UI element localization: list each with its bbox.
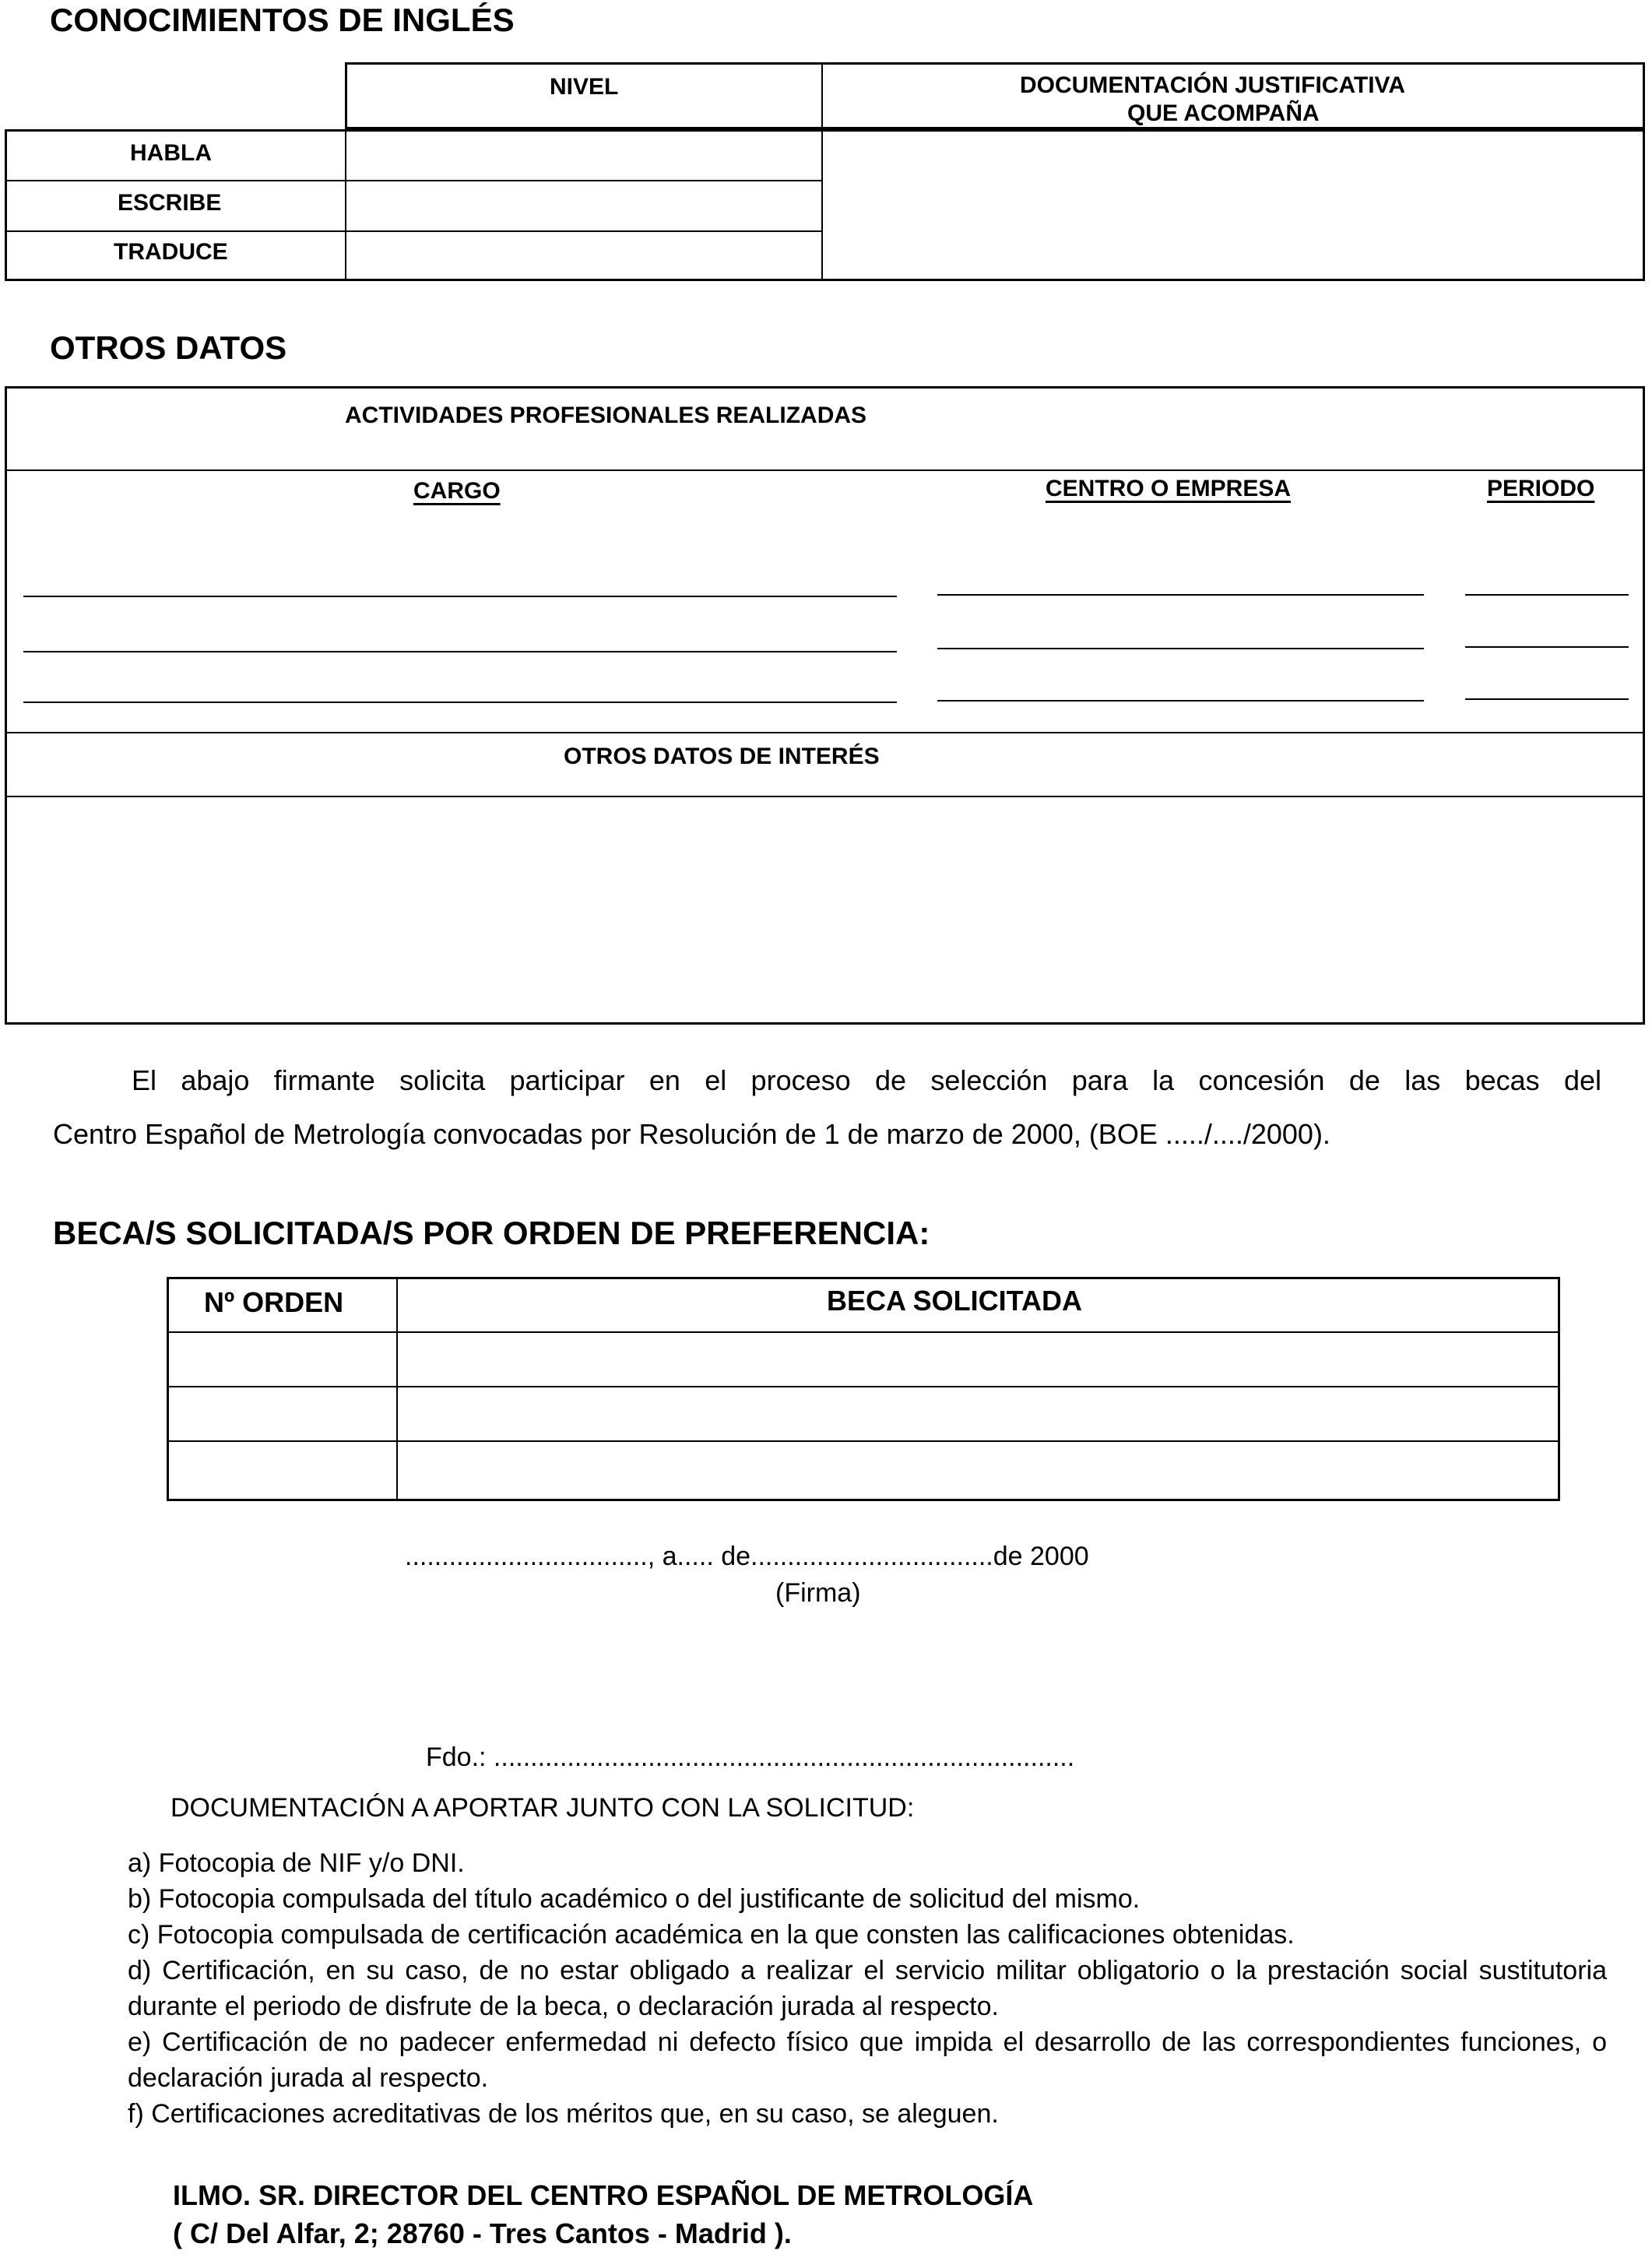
periodo-line[interactable] — [1465, 646, 1629, 648]
documentacion-field[interactable] — [824, 131, 1643, 280]
recipient-line1: ILMO. SR. DIRECTOR DEL CENTRO ESPAÑOL DE METROLOGÍA — [173, 2179, 1034, 2211]
becas-table-row-line — [167, 1440, 1560, 1442]
date-line: ................................., a..... de.................................de 2000 — [405, 1542, 1089, 1571]
docs-item-e: e) Certificación de no padecer enfermedad ni defecto físico que impida el desarrollo de las correspondientes funciones, o declaración jurada al respecto. — [128, 2027, 1607, 2093]
orden-header: Nº ORDEN — [204, 1286, 344, 1318]
documentacion-header-line2: QUE ACOMPAÑA — [1127, 100, 1320, 126]
english-table-divider — [345, 129, 346, 281]
becas-table-row-line — [167, 1331, 1560, 1333]
periodo-header: PERIODO — [1487, 476, 1595, 501]
docs-list — [128, 1845, 1607, 2132]
orden-field[interactable] — [170, 1334, 395, 1384]
fdo-line: Fdo.: ............................................................................... — [426, 1742, 1075, 1772]
centro-line[interactable] — [937, 594, 1424, 596]
becas-table-row-line — [167, 1386, 1560, 1387]
centro-line[interactable] — [937, 700, 1424, 702]
traduce-label: TRADUCE — [114, 239, 228, 265]
english-table-header-box — [345, 62, 1645, 129]
escribe-label: ESCRIBE — [118, 190, 222, 216]
docs-item-f: f) Certificaciones acreditativas de los méritos que, en su caso, se aleguen. — [128, 2099, 999, 2129]
otros-divider — [5, 732, 1645, 733]
beca-header: BECA SOLICITADA — [827, 1285, 1082, 1317]
firma-label: (Firma) — [775, 1578, 861, 1608]
otros-section-title: OTROS DATOS — [50, 329, 287, 366]
actividades-header: ACTIVIDADES PROFESIONALES REALIZADAS — [345, 403, 867, 428]
habla-label: HABLA — [130, 140, 212, 166]
becas-table-divider — [396, 1277, 398, 1501]
nivel-header: NIVEL — [550, 74, 619, 100]
cargo-line[interactable] — [23, 651, 897, 652]
recipient-line2: ( C/ Del Alfar, 2; 28760 - Tres Cantos - Madrid ). — [173, 2217, 792, 2249]
declaration-line2: Centro Español de Metrología convocadas por Resolución de 1 de marzo de 2000, (BOE ...../..../2000). — [53, 1118, 1330, 1150]
orden-field[interactable] — [170, 1443, 395, 1498]
interes-header: OTROS DATOS DE INTERÉS — [564, 744, 880, 769]
docs-item-c: c) Fotocopia compulsada de certificación académica en la que consten las calificaciones obtenidas. — [128, 1920, 1295, 1950]
beca-field[interactable] — [399, 1443, 1557, 1498]
otros-divider — [5, 796, 1645, 797]
otros-divider — [5, 469, 1645, 471]
beca-field[interactable] — [399, 1334, 1557, 1384]
english-section-title: CONOCIMIENTOS DE INGLÉS — [50, 2, 515, 38]
docs-item-a: a) Fotocopia de NIF y/o DNI. — [128, 1848, 465, 1878]
cargo-header: CARGO — [413, 478, 501, 504]
declaration-line1: El abajo firmante solicita participar en el proceso de selección para la concesión de las becas del — [132, 1064, 1601, 1096]
nivel-habla-field[interactable] — [347, 131, 821, 179]
nivel-escribe-field[interactable] — [347, 181, 821, 230]
centro-header: CENTRO O EMPRESA — [1046, 476, 1292, 501]
docs-item-b: b) Fotocopia compulsada del título académico o del justificante de solicitud del mismo. — [128, 1884, 1141, 1914]
interes-field[interactable] — [8, 799, 1642, 1022]
cargo-line[interactable] — [23, 702, 897, 703]
docs-item-d: d) Certificación, en su caso, de no estar obligado a realizar el servicio militar obligatorio o la prestación social sustitutoria durante el periodo de disfrute de la beca, o declaración jurada al respecto. — [128, 1956, 1607, 2021]
nivel-traduce-field[interactable] — [347, 232, 821, 280]
docs-title: DOCUMENTACIÓN A APORTAR JUNTO CON LA SOLICITUD: — [170, 1793, 915, 1823]
becas-section-title: BECA/S SOLICITADA/S POR ORDEN DE PREFERENCIA: — [53, 1215, 930, 1251]
beca-field[interactable] — [399, 1388, 1557, 1439]
periodo-line[interactable] — [1465, 594, 1629, 596]
english-table-divider — [821, 62, 823, 281]
orden-field[interactable] — [170, 1388, 395, 1439]
centro-line[interactable] — [937, 648, 1424, 649]
periodo-line[interactable] — [1465, 698, 1629, 700]
documentacion-header-line1: DOCUMENTACIÓN JUSTIFICATIVA — [1020, 72, 1405, 98]
cargo-line[interactable] — [23, 596, 897, 597]
